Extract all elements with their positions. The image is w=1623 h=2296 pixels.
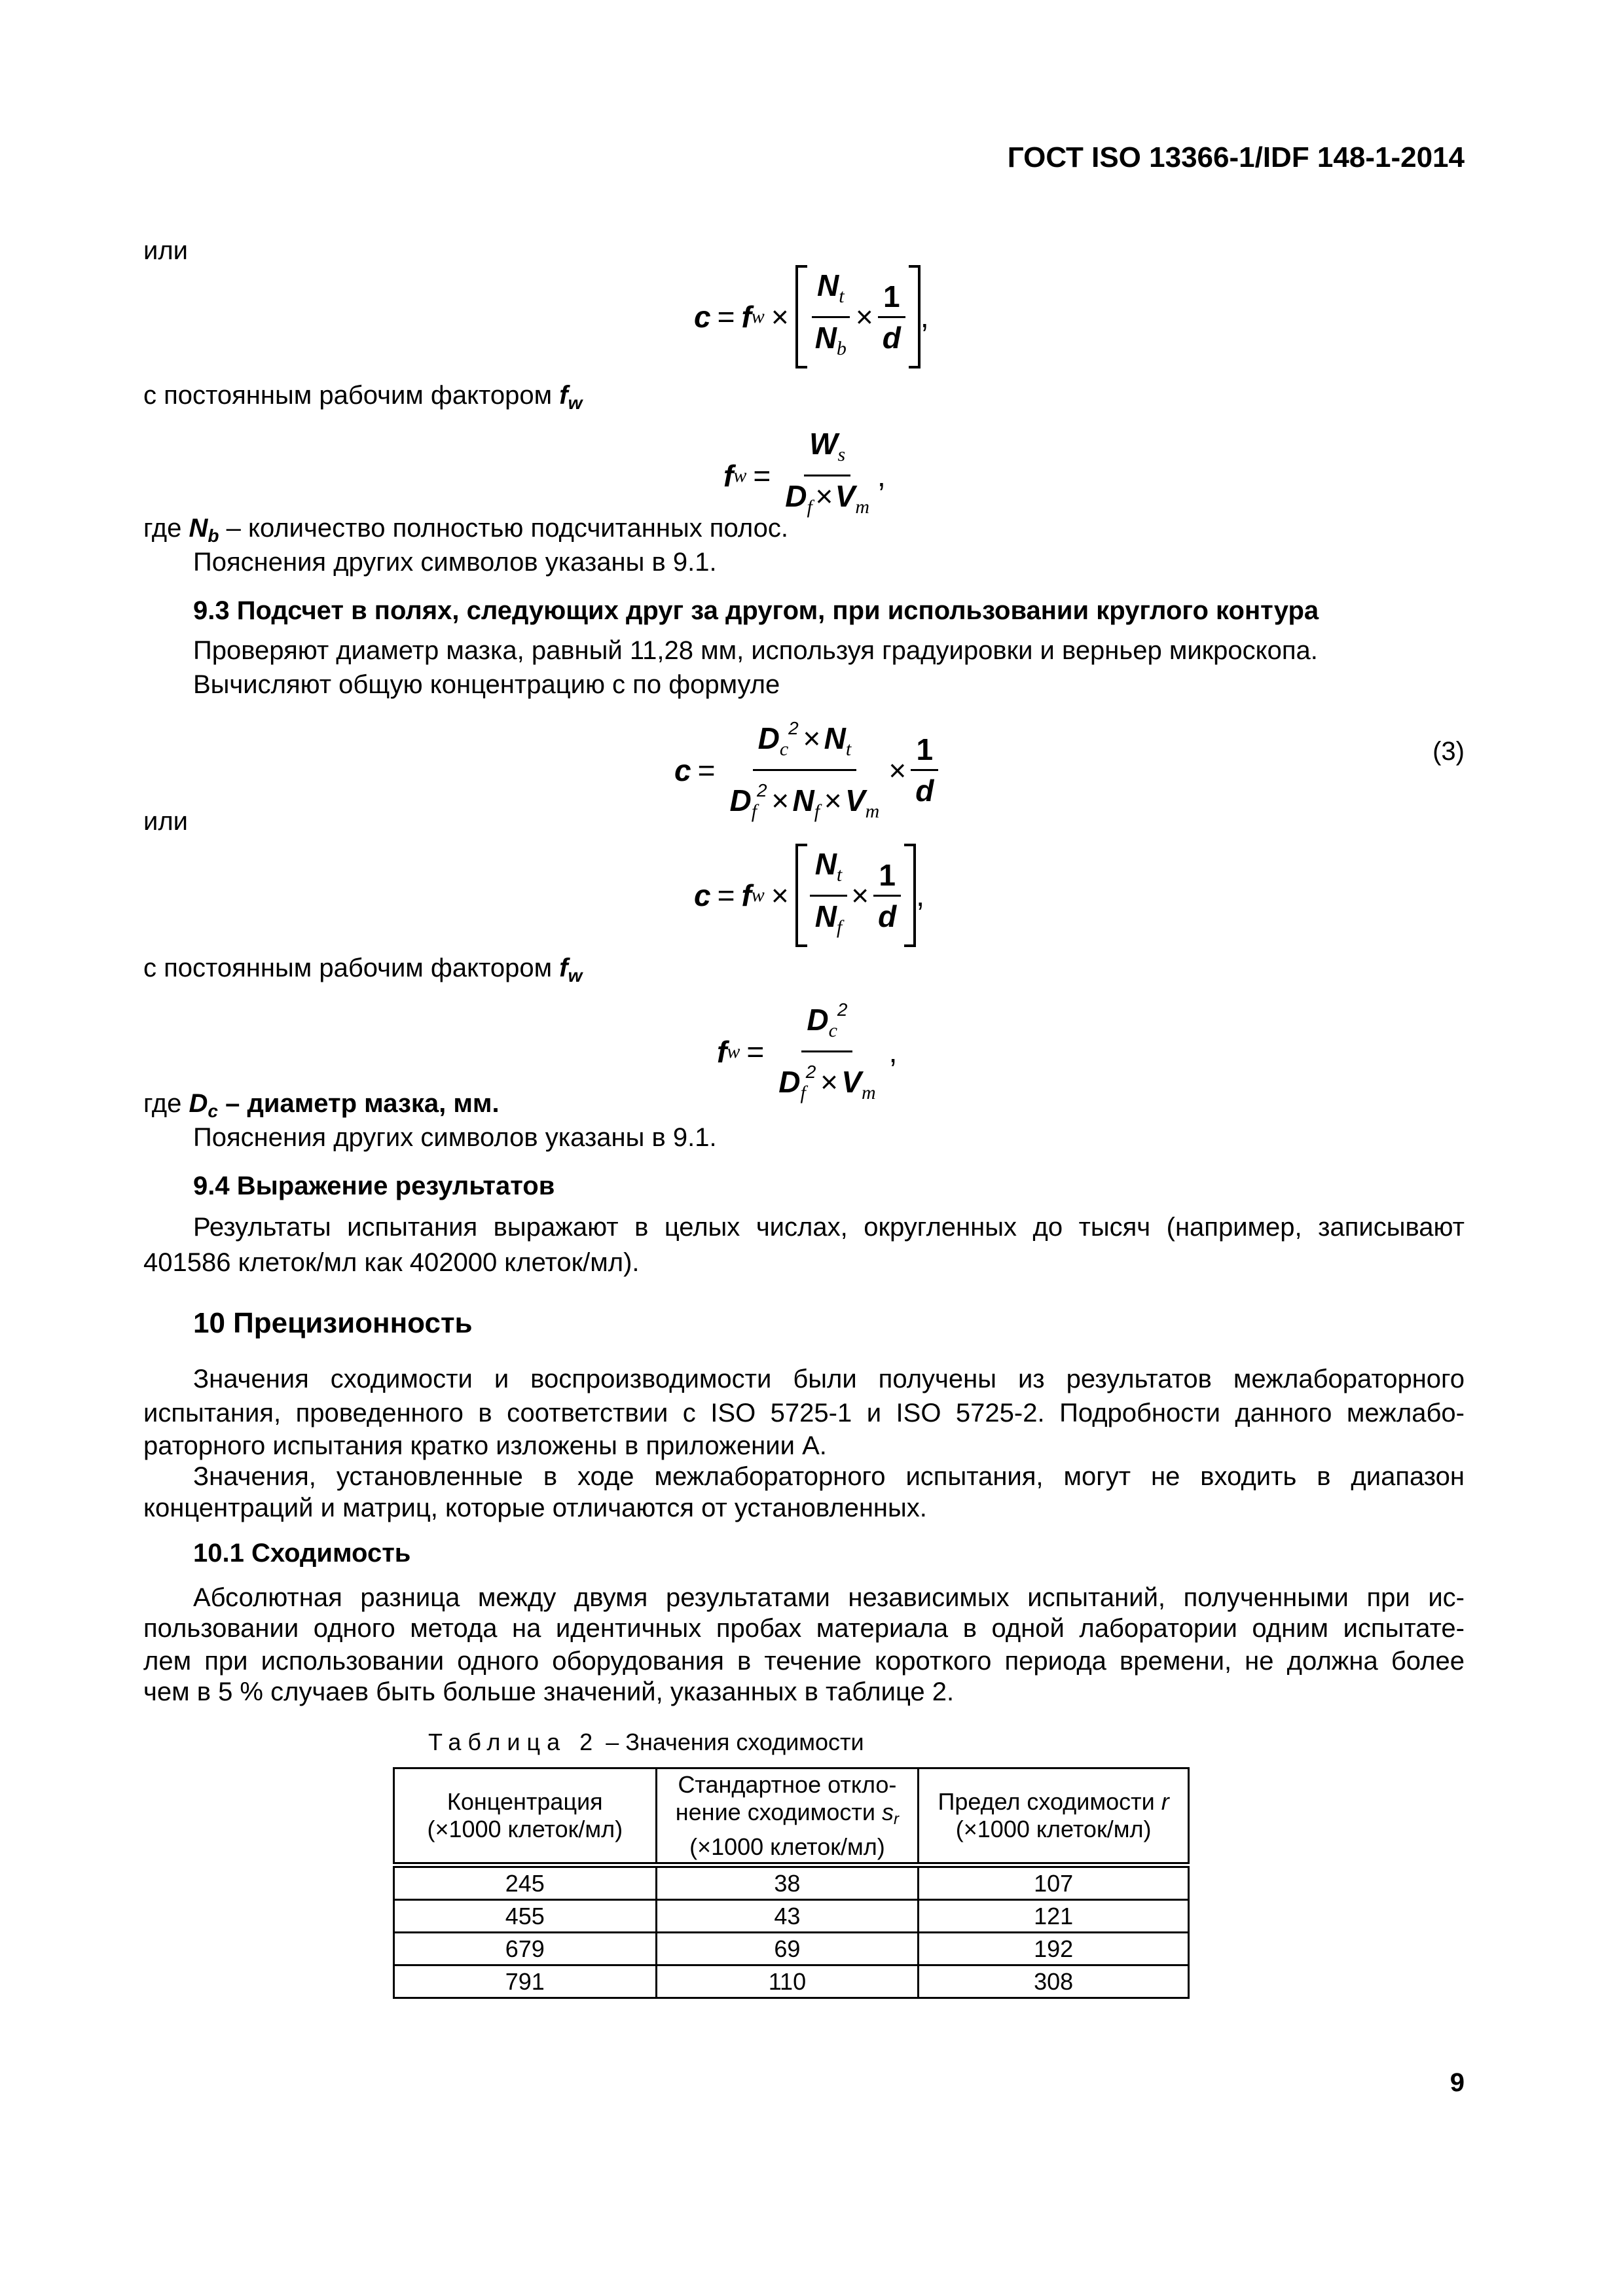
paragraph-line: лем при использовании одного оборудования в течение короткого периода времени, не должна более [143,1647,1465,1676]
fraction: $\frac{1}{d}$ [877,278,906,356]
op-times: × [855,300,873,334]
section-9-3-heading: 9.3 Подсчет в полях, следующих друг за другом, при использовании круглого контура [193,596,1319,625]
formula-c-fw-nb [694,265,929,368]
formula-fw-ws: f w = $\frac{W_s}{D_f\times V_m}$ , [723,425,886,526]
text-or: или [143,807,189,836]
section-9-4-heading: 9.4 Выражение результатов [193,1172,555,1200]
header-repeatability-limit: Предел сходимости r (×1000 клеток/мл) [919,1768,1189,1865]
fraction: $\frac{W_s}{D_f\times V_m}$ [785,427,870,518]
var-f: f [741,300,752,334]
paragraph-line: чем в 5 % случаев быть больше значений, указанных в таблице 2. [143,1677,955,1706]
table-row: 245 38 107 [394,1865,1189,1900]
header-concentration: Концентрация (×1000 клеток/мл) [394,1768,657,1865]
paragraph-line: пользовании одного метода на идентичных пробах материала в одной лаборатории одним испытате- [143,1614,1465,1643]
text-or: или [143,236,189,265]
formula-3: c = $\frac{D_c^2 \times N_t}{D_f^2 \times N_f \times V_m}$ × $\frac{1}{d}$ [674,710,941,830]
document-code: ГОСТ ISO 13366-1/IDF 148-1-2014 [1007,141,1465,173]
where-dc-text: где $D_c$ – диаметр мазка, мм. [143,1089,500,1121]
fraction: $\frac{D_c^2 \times N_t}{D_f^2 \times N_f \times V_m}$ [724,710,884,830]
comma: , [920,300,929,334]
left-bracket [795,265,807,368]
paragraph-line: концентраций и матриц, которые отличаются от установленных. [143,1494,927,1522]
table-row: 455 43 121 [394,1900,1189,1933]
paragraph-line: Значения сходимости и воспроизводимости были получены из результатов межлабораторного [193,1365,1465,1393]
other-symbols-text: Пояснения других символов указаны в 9.1. [193,1123,717,1152]
repeatability-table [393,1767,1190,1999]
table-caption: Таблица 2 – Значения сходимости [428,1729,864,1755]
equation-number: (3) [1432,737,1465,766]
right-bracket [909,265,921,368]
paragraph-line: 401586 клеток/мл как 402000 клеток/мл). [143,1248,640,1277]
table-header-row [394,1768,1189,1865]
page-number: 9 [1450,2068,1465,2097]
paragraph-line: Проверяют диаметр мазка, равный 11,28 мм, используя градуировки и верньер микроскопа. [193,636,1318,665]
fraction: $\frac{N_t}{N_b}$ [810,267,852,367]
constant-factor-text: с постоянным рабочим фактором $f_w$ [143,381,583,413]
formula-fw-dc: f w = $\frac{D_c^2}{D_f^2 \times V_m}$ , [717,992,897,1111]
sub-w: w [751,306,765,327]
paragraph-line: Вычисляют общую концентрацию c по формуле [193,670,780,699]
where-nb-text: где $N_b$ – количество полностью подсчитанных полос. [143,514,788,546]
paragraph-line: Абсолютная разница между двумя результатами независимых испытаний, полученными при ис- [193,1583,1465,1612]
table-row: 679 69 192 [394,1933,1189,1965]
op-times: × [771,300,789,334]
header-std-deviation: Стандартное откло- нение сходимости sr (×1000 клеток/мл) [656,1768,919,1865]
right-bracket [904,844,916,947]
var-c: c [694,300,711,334]
section-10-heading: 10 Прецизионность [193,1307,473,1339]
formula-c-fw-nf: c = f w × $\frac{N_t}{N_f}$ × $\frac{1}{d}$ , [694,844,924,947]
section-10-1-heading: 10.1 Сходимость [193,1539,411,1568]
table-row: 791 110 308 [394,1965,1189,1998]
paragraph-line: Результаты испытания выражают в целых числах, округленных до тысяч (например, записывают [193,1213,1465,1242]
paragraph-line: Значения, установленные в ходе межлабораторного испытания, могут не входить в диапазон [193,1462,1465,1491]
other-symbols-text: Пояснения других символов указаны в 9.1. [193,548,717,577]
constant-factor-text: с постоянным рабочим фактором $f_w$ [143,954,583,986]
left-bracket [795,844,807,947]
op-eq: = [717,300,735,334]
paragraph-line: испытания, проведенного в соответствии с ISO 5725-1 и ISO 5725-2. Подробности данного межлабо- [143,1399,1465,1427]
paragraph-line: раторного испытания кратко изложены в приложении А. [143,1431,827,1460]
